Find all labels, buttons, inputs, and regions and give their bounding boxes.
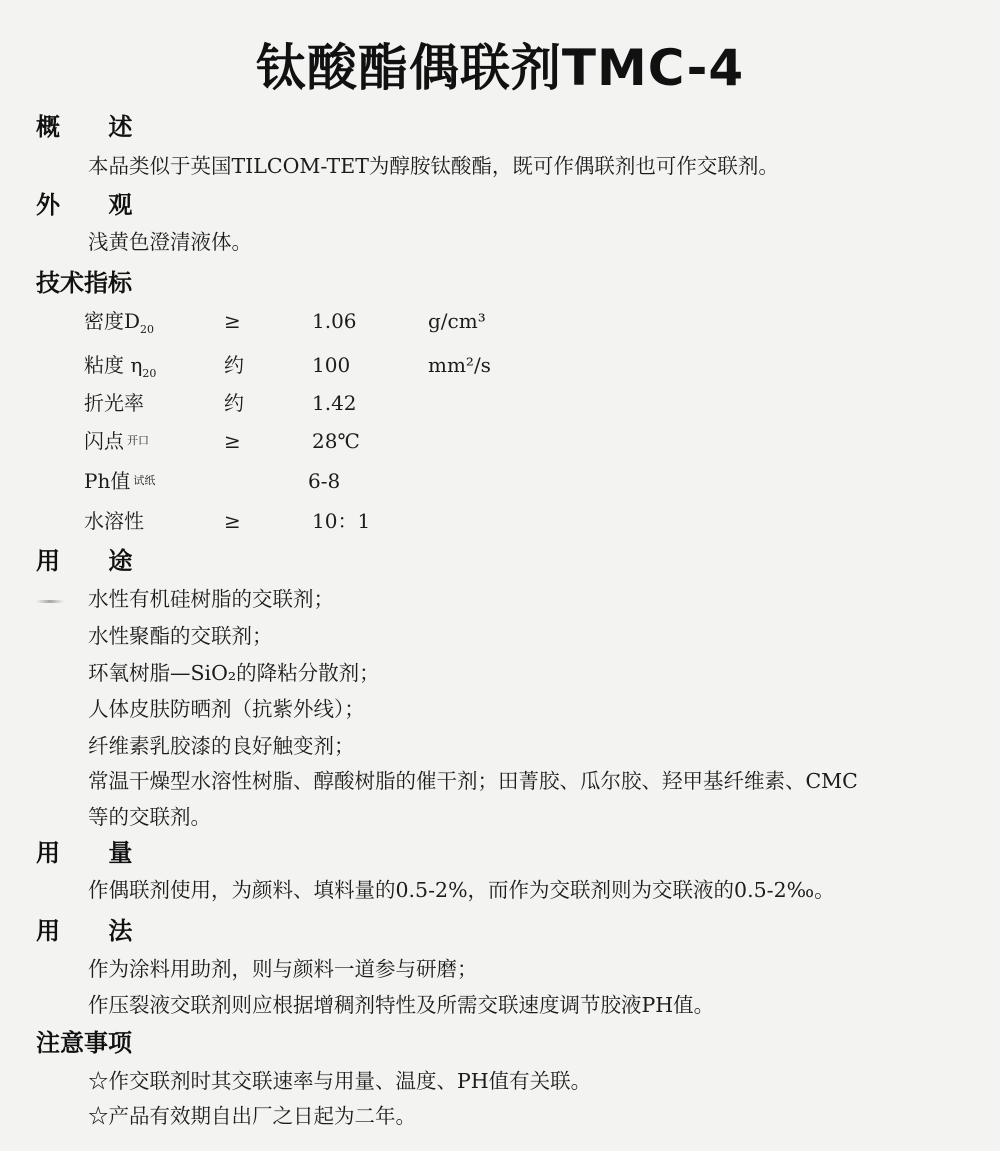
spec-value: 100: [312, 353, 351, 377]
spec-name: 粘度 $\eta_{20}$: [84, 353, 157, 380]
method-item: 作为涂料用助剂，则与颜料一道参与研磨；: [88, 957, 478, 981]
spec-name: 密度$D_{20}$: [84, 309, 155, 336]
spec-value: 6-8: [308, 469, 341, 493]
spec-value: 1.42: [312, 391, 357, 415]
spec-name: 闪点 开口: [84, 429, 149, 453]
note-item: ☆作交联剂时其交联速率与用量、温度、PH值有关联。: [88, 1069, 592, 1093]
use-item: 人体皮肤防晒剂（抗紫外线）；: [88, 697, 365, 721]
overview-heading: 概 述: [36, 113, 153, 141]
spec-name: Ph值 试纸: [84, 469, 156, 493]
uses-heading: 用 途: [36, 547, 153, 575]
use-item: 常温干燥型水溶性树脂、醇酸树脂的催干剂；田菁胶、瓜尔胶、羟甲基纤维素、CMC: [88, 769, 858, 793]
specs-heading: 技术指标: [36, 269, 132, 297]
spec-operator: ≥: [224, 429, 241, 453]
dosage-text: 作偶联剂使用，为颜料、填料量的0.5-2%，而作为交联剂则为交联液的0.5-2‰。: [88, 878, 835, 902]
dosage-heading: 用 量: [36, 839, 153, 867]
use-item: 等的交联剂。: [88, 805, 211, 829]
appearance-heading: 外 观: [36, 191, 153, 219]
spec-value: 28℃: [312, 429, 360, 453]
spec-unit: mm²/s: [428, 353, 491, 377]
appearance-text: 浅黄色澄清液体。: [88, 230, 252, 254]
overview-text: 本品类似于英国TILCOM-TET为醇胺钛酸酯，既可作偶联剂也可作交联剂。: [88, 154, 779, 178]
note-item: ☆产品有效期自出厂之日起为二年。: [88, 1104, 416, 1128]
use-item: 纤维素乳胶漆的良好触变剂；: [88, 734, 355, 758]
use-item: 水性聚酯的交联剂；: [88, 624, 273, 648]
use-item: 环氧树脂—SiO₂的降粘分散剂；: [88, 661, 380, 685]
notes-heading: 注意事项: [36, 1029, 132, 1057]
spec-name: 水溶性: [84, 509, 144, 533]
scan-mark: [36, 600, 64, 603]
spec-name: 折光率: [84, 391, 144, 415]
spec-value: 10：1: [312, 509, 371, 533]
use-item: 水性有机硅树脂的交联剂；: [88, 587, 334, 611]
spec-operator: 约: [224, 391, 244, 415]
spec-operator: ≥: [224, 509, 241, 533]
page-title: 钛酸酯偶联剂TMC-4: [255, 39, 745, 97]
spec-value: 1.06: [312, 309, 357, 333]
method-heading: 用 法: [36, 917, 153, 945]
spec-operator: ≥: [224, 309, 241, 333]
method-item: 作压裂液交联剂则应根据增稠剂特性及所需交联速度调节胶液PH值。: [88, 993, 715, 1017]
spec-unit: g/cm³: [428, 309, 486, 333]
spec-operator: 约: [224, 353, 244, 377]
